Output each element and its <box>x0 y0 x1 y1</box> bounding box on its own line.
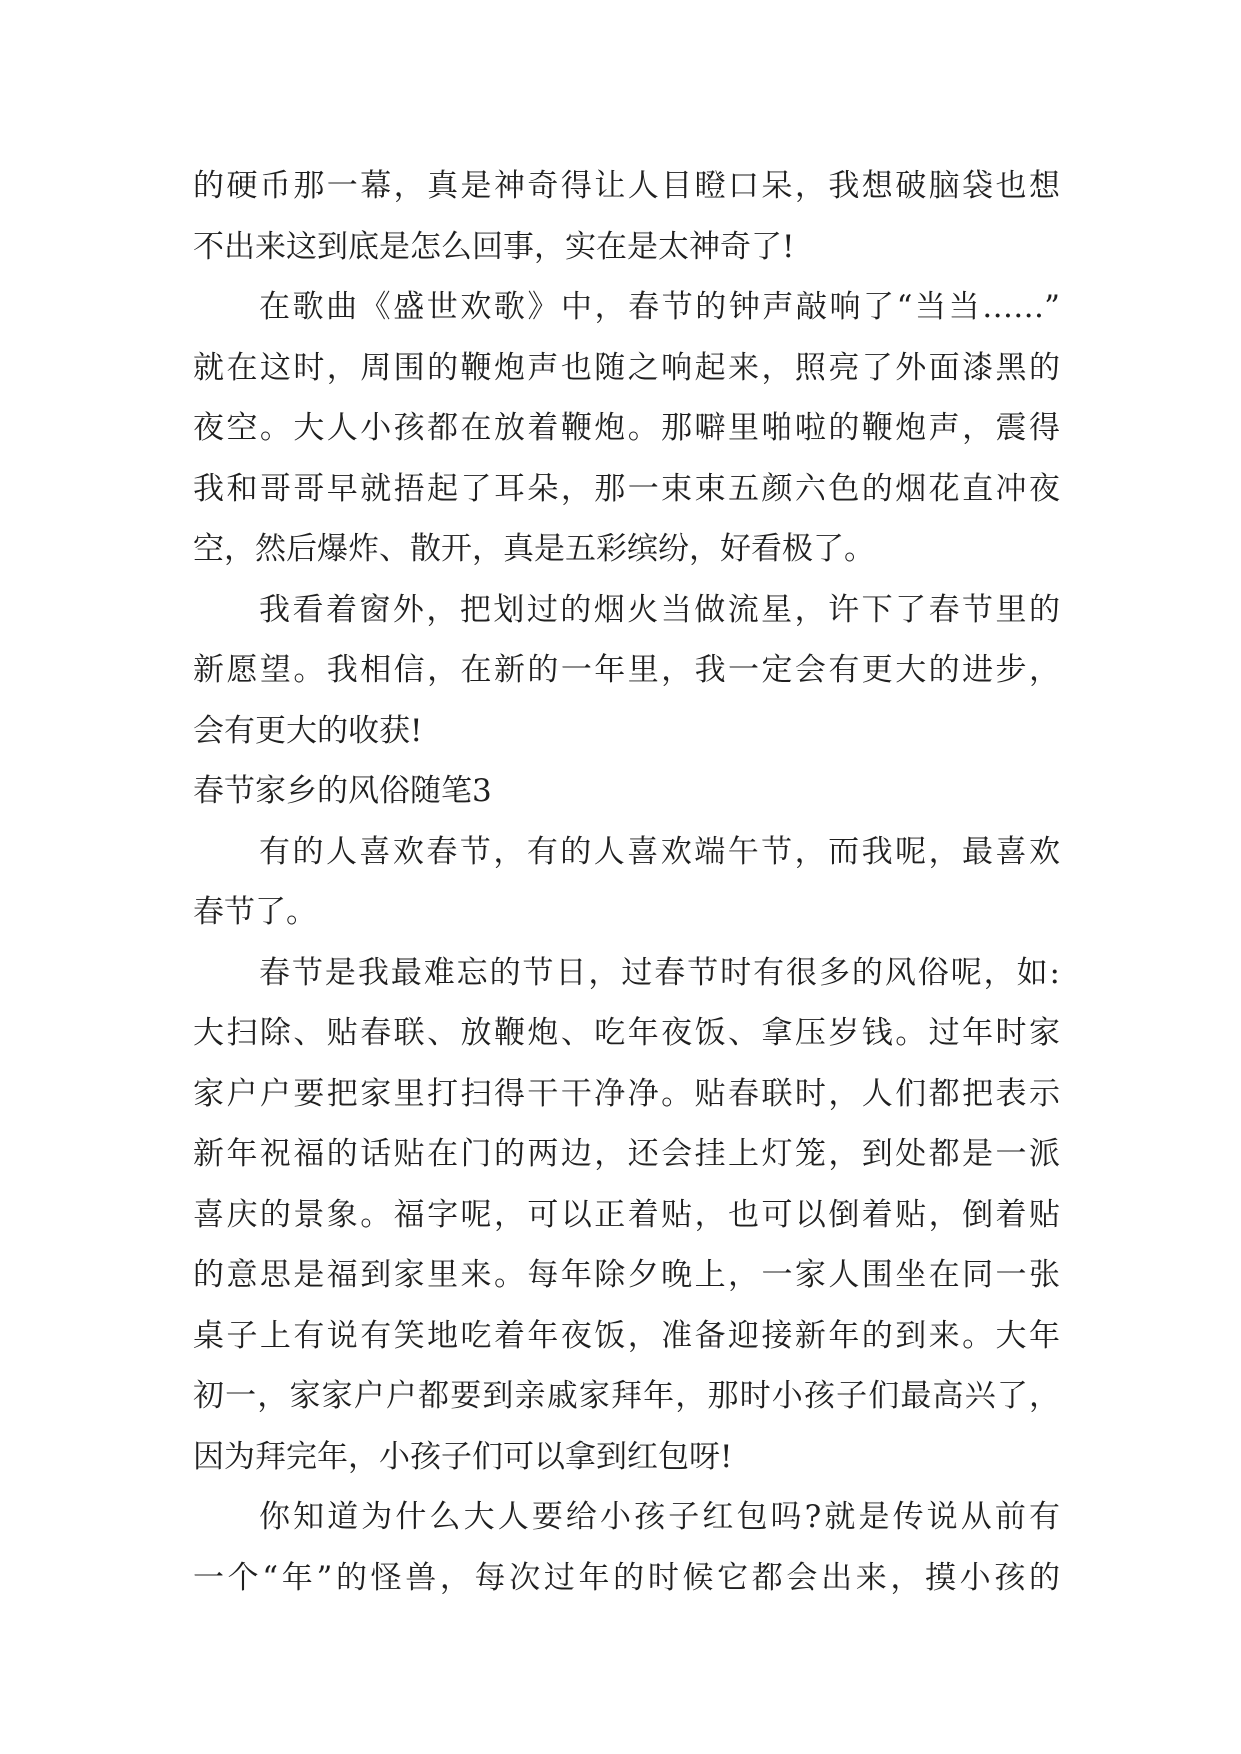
paragraph <box>193 277 1060 580</box>
text-line: 在歌曲《盛世欢歌》中，春节的钟声敲响了“当当……” <box>259 289 1060 325</box>
text-line: 春节了。 <box>193 894 317 930</box>
text-line: 的硬币那一幕，真是神奇得让人目瞪口呆，我想破脑袋也想 <box>193 168 1060 204</box>
text-line: 新年祝福的话贴在门的两边，还会挂上灯笼，到处都是一派 <box>193 1136 1060 1172</box>
text-line: 喜庆的景象。福字呢，可以正着贴，也可以倒着贴，倒着贴 <box>193 1196 1060 1233</box>
paragraph <box>193 943 1060 1488</box>
text-line: 你知道为什么大人要给小孩子红包吗?就是传说从前有 <box>259 1499 1060 1535</box>
paragraph <box>193 822 1060 943</box>
text-line: 就在这时，周围的鞭炮声也随之响起来，照亮了外面漆黑的 <box>193 349 1060 386</box>
text-line: 会有更大的收获! <box>193 712 423 749</box>
text-line: 家户户要把家里打扫得干干净净。贴春联时，人们都把表示 <box>193 1075 1060 1112</box>
text-line: 的意思是福到家里来。每年除夕晚上，一家人围坐在同一张 <box>193 1257 1060 1293</box>
section-heading: 春节家乡的风俗随笔3 <box>193 773 492 809</box>
text-line: 春节是我最难忘的节日，过春节时有很多的风俗呢，如: <box>259 954 1060 991</box>
text-line: 新愿望。我相信，在新的一年里，我一定会有更大的进步， <box>193 652 1060 688</box>
text-line: 空，然后爆炸、散开，真是五彩缤纷，好看极了。 <box>193 531 875 567</box>
paragraph <box>193 156 1060 277</box>
text-line: 我和哥哥早就捂起了耳朵，那一束束五颜六色的烟花直冲夜 <box>193 470 1060 507</box>
text-line: 一个“年”的怪兽，每次过年的时候它都会出来，摸小孩的 <box>193 1559 1060 1596</box>
text-line: 不出来这到底是怎么回事，实在是太神奇了! <box>193 228 795 265</box>
text-line: 桌子上有说有笑地吃着年夜饭，准备迎接新年的到来。大年 <box>193 1317 1060 1354</box>
text-line: 我看着窗外，把划过的烟火当做流星，许下了春节里的 <box>259 591 1060 628</box>
text-line: 因为拜完年，小孩子们可以拿到红包呀! <box>193 1438 733 1475</box>
document-body <box>193 156 1060 1608</box>
paragraph <box>193 580 1060 762</box>
text-line: 大扫除、贴春联、放鞭炮、吃年夜饭、拿压岁钱。过年时家 <box>193 1015 1060 1051</box>
text-line: 初一，家家户户都要到亲戚家拜年，那时小孩子们最高兴了， <box>193 1378 1060 1414</box>
text-line: 有的人喜欢春节，有的人喜欢端午节，而我呢，最喜欢 <box>259 833 1060 870</box>
paragraph <box>193 1487 1060 1608</box>
text-line: 夜空。大人小孩都在放着鞭炮。那噼里啪啦的鞭炮声，震得 <box>193 410 1060 446</box>
